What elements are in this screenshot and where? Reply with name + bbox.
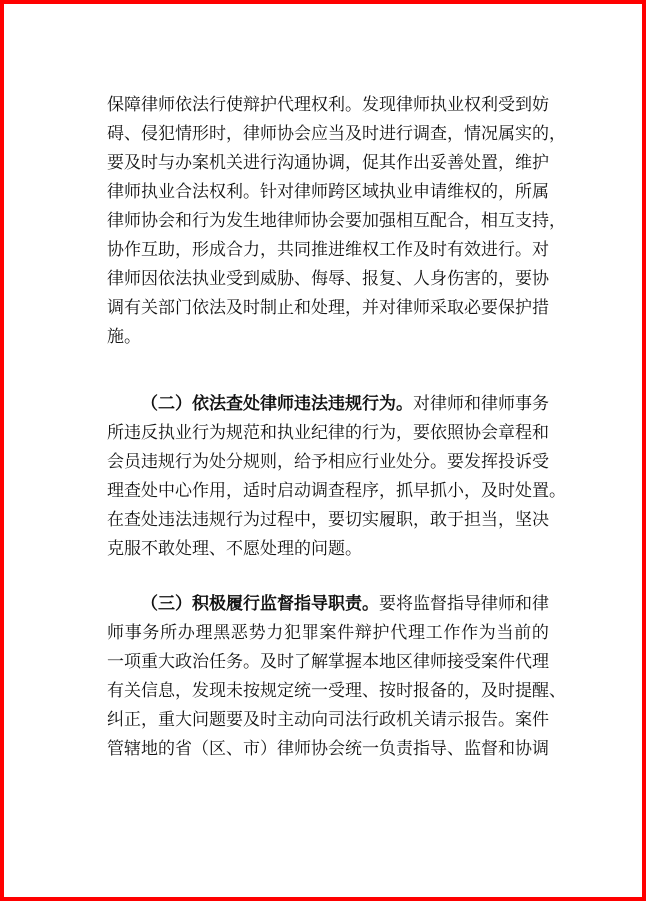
text-span: 对律师和律师事务 [413, 394, 549, 414]
text-line: 所 违 反 执 业 行 为 规 范 和 执 业 纪 律 的 行 为 ， 要 依 照 协 会 章 程 和 [107, 423, 549, 443]
text-line: 管 辖 地 的 省 （ 区 、 市 ） 律 师 协 会 统 一 负 责 指 导 、 监 督 和 协 调 [107, 739, 549, 759]
section-heading: （二）依法查处律师违法违规行为。 [141, 394, 413, 414]
section-heading: （三）积极履行监督指导职责。 [141, 594, 379, 614]
text-line: 律 师 因 依 法 执 业 受 到 威 胁 、 侮 辱 、 报 复 、 人 身 伤 害 的 ， 要 协 [107, 269, 549, 289]
text-line: 施。 [107, 327, 141, 347]
text-line: 调 有 关 部 门 依 法 及 时 制 止 和 处 理 ， 并 对 律 师 采 取 必 要 保 护 措 [107, 298, 549, 318]
paragraph-investigate-violations [107, 390, 566, 564]
text-line: 保 障 律 师 依 法 行 使 辩 护 代 理 权 利 。 发 现 律 师 执 业 权 利 受 到 妨 [107, 95, 549, 115]
text-line: 有 关 信 息 ， 发 现 未 按 规 定 统 一 受 理 、 按 时 报 备 的 ， 及 时 提 醒 、 [107, 681, 566, 701]
paragraph-supervision-duties [107, 590, 566, 764]
text-line: 师 事 务 所 办 理 黑 恶 势 力 犯 罪 案 件 辩 护 代 理 工 作 作 为 当 前 的 [107, 623, 549, 643]
text-line-with-heading [107, 390, 549, 419]
text-line: 纠 正 ， 重 大 问 题 要 及 时 主 动 向 司 法 行 政 机 关 请 示 报 告 。 案 件 [107, 710, 549, 730]
text-line-with-heading [107, 590, 549, 619]
text-line: 律 师 执 业 合 法 权 利 。 针 对 律 师 跨 区 域 执 业 申 请 维 权 的 ， 所 属 [107, 182, 549, 202]
text-line: 碍 、 侵 犯 情 形 时 ， 律 师 协 会 应 当 及 时 进 行 调 查 ， 情 况 属 实 的 ， [107, 124, 566, 144]
text-line: 会 员 违 规 行 为 处 分 规 则 ， 给 予 相 应 行 业 处 分 。 要 发 挥 投 诉 受 [107, 452, 549, 472]
text-line: 协 作 互 助 ， 形 成 合 力 ， 共 同 推 进 维 权 工 作 及 时 有 效 进 行 。 对 [107, 240, 549, 260]
text-line: 在 查 处 违 法 违 规 行 为 过 程 中 ， 要 切 实 履 职 ， 敢 于 担 当 ， 坚 决 [107, 510, 549, 530]
text-line: 一 项 重 大 政 治 任 务 。 及 时 了 解 掌 握 本 地 区 律 师 接 受 案 件 代 理 [107, 652, 549, 672]
paragraph-protect-rights [107, 91, 566, 352]
text-line: 克服不敢处理、不愿处理的问题。 [107, 539, 362, 559]
text-line: 要 及 时 与 办 案 机 关 进 行 沟 通 协 调 ， 促 其 作 出 妥 善 处 置 ， 维 护 [107, 153, 549, 173]
text-line: 理 查 处 中 心 作 用 ， 适 时 启 动 调 查 程 序 ， 抓 早 抓 小 ， 及 时 处 置 。 [107, 481, 566, 501]
text-span: 要将监督指导律师和律 [379, 594, 549, 614]
text-line: 律 师 协 会 和 行 为 发 生 地 律 师 协 会 要 加 强 相 互 配 合 ， 相 互 支 持 ， [107, 211, 566, 231]
